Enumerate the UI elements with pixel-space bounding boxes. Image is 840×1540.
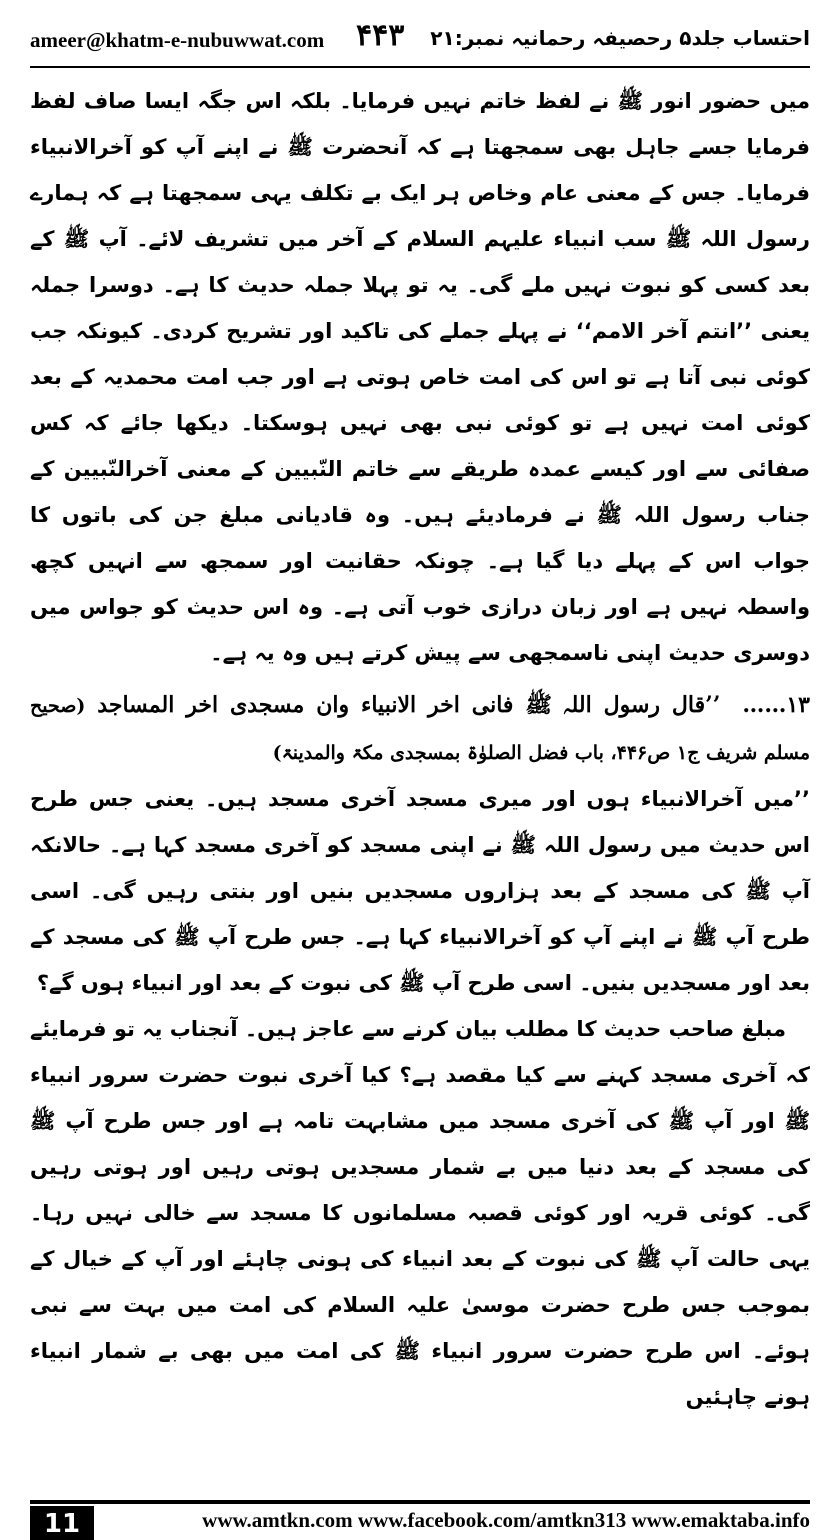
footer-links: www.amtkn.com www.facebook.com/amtkn313 www.emaktaba.info <box>202 1508 810 1532</box>
hadith-number: ۱۳…… <box>742 692 810 718</box>
paragraph-1: میں حضور انور ﷺ نے لفظ خاتم نہیں فرمایا۔ بلکہ اس جگہ ایسا صاف لفظ فرمایا جسے جاہل بھی سمجھتا ہے کہ آنحضرت ﷺ نے اپنے آپ کو آخرالانبیاء فرمایا۔ جس کے معنی عام وخاص ہر ایک بے تکلف یہی سمجھتا ہے کہ ہمارے رسول اللہ ﷺ سب انبیاء علیہم السلام کے آخر میں تشریف لائے۔ آپ ﷺ کے بعد کسی کو نبوت نہیں ملے گی۔ یہ تو پہلا جملہ حدیث کا ہے۔ دوسرا جملہ یعنی ’’انتم آخر الامم‘‘ نے پہلے جملے کی تاکید اور تشریح کردی۔ کیونکہ جب کوئی نبی آتا ہے تو اس کی امت خاص ہوتی ہے اور جب امت محمدیہ کے بعد کوئی امت نہیں ہے تو کوئی نبی بھی نہیں ہوسکتا۔ دیکھا جائے کہ کس صفائی سے اور کیسے عمدہ طریقے سے خاتم النّبیین کے معنی آخرالنّبیین کے جناب رسول اللہ ﷺ نے فرمادیئے ہیں۔ وہ قادیانی مبلغ جن کی باتوں کا جواب اس کے پہلے دیا گیا ہے۔ چونکہ حقانیت اور سمجھ سے انہیں کچھ واسطہ نہیں ہے اور زبان درازی خوب آتی ہے۔ وہ اس حدیث کو جواس میں دوسری حدیث اپنی ناسمجھی سے پیش کرتے ہیں وہ یہ ہے۔ <box>30 89 811 665</box>
page-header <box>30 18 810 68</box>
page-body <box>30 78 810 1420</box>
paragraph-2: ’’میں آخرالانبیاء ہوں اور میری مسجد آخری مسجد ہیں۔ یعنی جس طرح اس حدیث میں رسول اللہ ﷺ نے اپنی مسجد کو آخری مسجد کہا ہے۔ حالانکہ آپ ﷺ کی مسجد کے بعد ہزاروں مسجدیں بنیں اور بنتی رہیں گی۔ اسی طرح آپ ﷺ نے اپنے آپ کو آخرالانبیاء کہا ہے۔ جس طرح آپ ﷺ کی مسجد کے بعد اور مسجدیں بنیں۔ اسی طرح آپ ﷺ کی نبوت کے بعد اور انبیاء ہوں گے؟ <box>30 787 810 995</box>
hadith-block <box>30 682 810 776</box>
header-volume-info: احتساب جلد۵ رحصیفہ رحمانیہ نمبر:۲۱ <box>430 26 810 50</box>
hadith-text: ’’قال رسول اللہ ﷺ فانی اخر الانبیاء وان مسجدی اخر المساجد <box>97 692 721 718</box>
paragraph-3: مبلغ صاحب حدیث کا مطلب بیان کرنے سے عاجز ہیں۔ آنجناب یہ تو فرمایئے کہ آخری مسجد کہنے سے کیا مقصد ہے؟ کیا آخری نبوت حضرت سرور انبیاء ﷺ اور آپ ﷺ کی آخری مسجد میں مشابہت تامہ ہے اور جس طرح آپ ﷺ کی مسجد کے بعد دنیا میں بے شمار مسجدیں ہوتی رہیں اور ہوتی رہیں گی۔ کوئی قریہ اور کوئی قصبہ مسلمانوں کا مسجد سے خالی نہیں رہا۔ یہی حالت آپ ﷺ کی نبوت کے بعد انبیاء کی ہونی چاہئے اور آپ کے خیال کے بموجب جس طرح حضرت موسیٰ علیہ السلام کی امت میں بہت سے نبی ہوئے۔ اس طرح حضرت سرور انبیاء ﷺ کی امت میں بھی بے شمار انبیاء ہونے چاہئیں <box>30 1017 810 1409</box>
header-email: ameer@khatm-e-nubuwwat.com <box>30 28 325 52</box>
footer-page-number: 11 <box>30 1506 94 1540</box>
header-page-number: ۴۴۳ <box>356 18 405 53</box>
hadith-reference: (صحیح مسلم شریف ج۱ ص۴۴۶، باب فضل الصلوٰۃ بمسجدی مکۃ والمدینۃ) <box>30 695 810 764</box>
page-footer <box>30 1500 810 1540</box>
